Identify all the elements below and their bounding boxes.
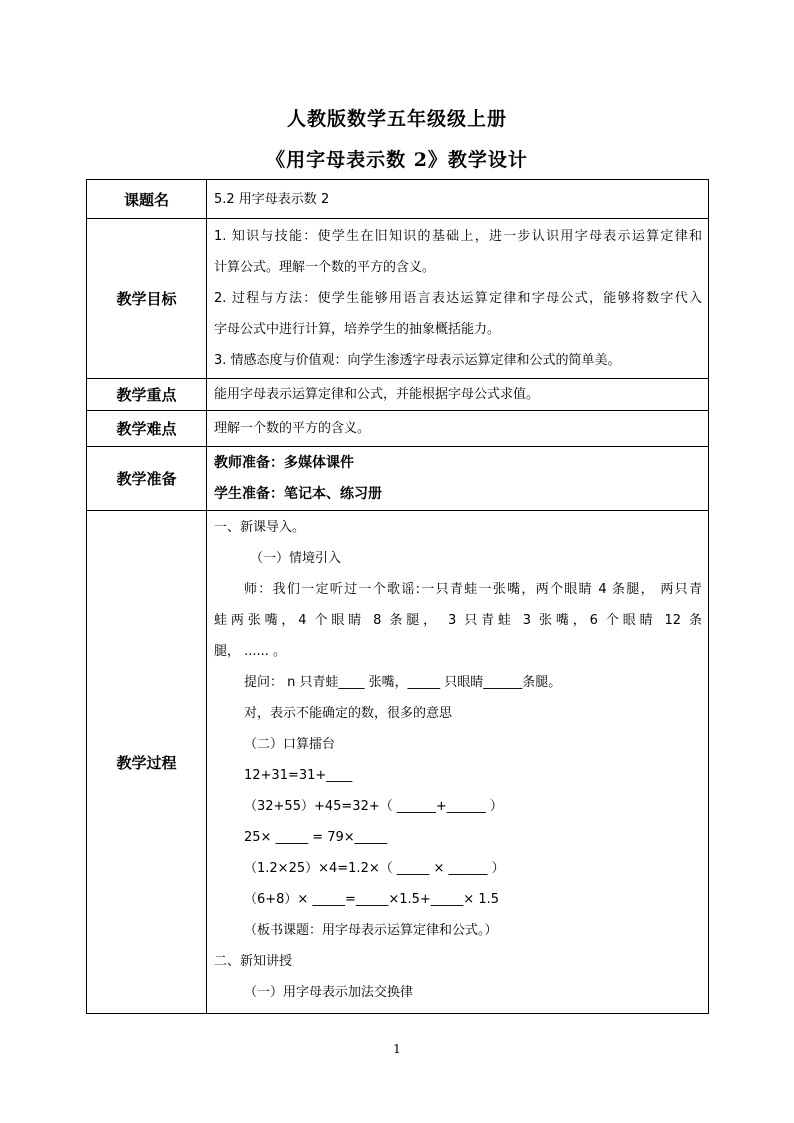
document-subtitle: 《用字母表示数 2》教学设计	[266, 149, 528, 171]
process-line-9: 12+31=31+____	[244, 768, 353, 783]
label-topic: 课题名	[87, 180, 207, 219]
process-line-8: （二）口算擂台	[244, 737, 336, 752]
process-line-3: 师：我们一定听过一个歌谣:一只青蛙一张嘴，两个眼睛 4 条腿， 两只青	[244, 582, 702, 597]
goals-line-3: 2. 过程与方法：使学生能够用语言表达运算定律和字母公式，能够将数字代入	[214, 291, 702, 306]
process-line-2: （一）情境引入	[250, 551, 342, 566]
process-line-6: 提问： n 只青蛙____ 张嘴，_____ 只眼睛______条腿。	[244, 675, 562, 690]
value-process	[207, 511, 709, 1014]
process-line-10: （32+55）+45=32+（ ______+______ ）	[244, 799, 503, 814]
process-line-13: （6+8）× _____=_____×1.5+_____× 1.5	[244, 892, 500, 907]
label-preparation: 教学准备	[87, 447, 207, 511]
process-line-14: （板书课题：用字母表示运算定律和公式。）	[244, 923, 498, 938]
process-line-11: 25× _____ = 79×_____	[244, 830, 388, 845]
student-preparation: 学生准备：笔记本、练习册	[214, 485, 382, 502]
goals-line-4: 字母公式中进行计算，培养学生的抽象概括能力。	[214, 322, 501, 337]
key-points-text: 能用字母表示运算定律和公式，并能根据字母公式求值。	[214, 387, 540, 402]
row-difficulties	[87, 411, 709, 447]
row-key-points	[87, 379, 709, 411]
label-difficulties: 教学难点	[87, 411, 207, 447]
value-topic	[207, 180, 709, 219]
topic-text: 5.2 用字母表示数 2	[214, 191, 330, 207]
value-difficulties	[207, 411, 709, 447]
page-number: 1	[393, 1042, 401, 1056]
goals-line-2: 计算公式。理解一个数的平方的含义。	[214, 260, 436, 275]
value-preparation	[207, 447, 709, 511]
goals-line-5: 3. 情感态度与价值观：向学生渗透字母表示运算定律和公式的简单美。	[214, 353, 621, 368]
process-line-7: 对，表示不能确定的数，很多的意思	[244, 706, 453, 721]
row-preparation	[87, 447, 709, 511]
difficulties-text: 理解一个数的平方的含义。	[214, 421, 371, 436]
process-line-5: 腿， ...... 。	[214, 644, 287, 659]
row-process	[87, 511, 709, 1014]
label-goals: 教学目标	[87, 219, 207, 379]
row-goals	[87, 219, 709, 379]
teacher-preparation: 教师准备：多媒体课件	[214, 454, 354, 471]
value-key-points	[207, 379, 709, 411]
process-line-15: 二、新知讲授	[214, 954, 293, 969]
lesson-plan-table	[86, 179, 709, 1014]
label-process: 教学过程	[87, 511, 207, 1014]
goals-line-1: 1. 知识与技能：使学生在旧知识的基础上，进一步认识用字母表示运算定律和	[214, 229, 702, 244]
row-topic	[87, 180, 709, 219]
label-key-points: 教学重点	[87, 379, 207, 411]
process-line-4: 蛙两张嘴，4 个眼睛 8 条腿， 3 只青蛙 3 张嘴，6 个眼睛 12 条	[214, 613, 702, 628]
value-goals	[207, 219, 709, 379]
process-line-16: （一）用字母表示加法交换律	[244, 985, 414, 1000]
process-line-12: （1.2×25）×4=1.2×（ _____ × ______ ）	[244, 861, 505, 876]
document-title: 人教版数学五年级级上册	[286, 108, 507, 130]
process-line-1: 一、新课导入。	[214, 520, 306, 535]
